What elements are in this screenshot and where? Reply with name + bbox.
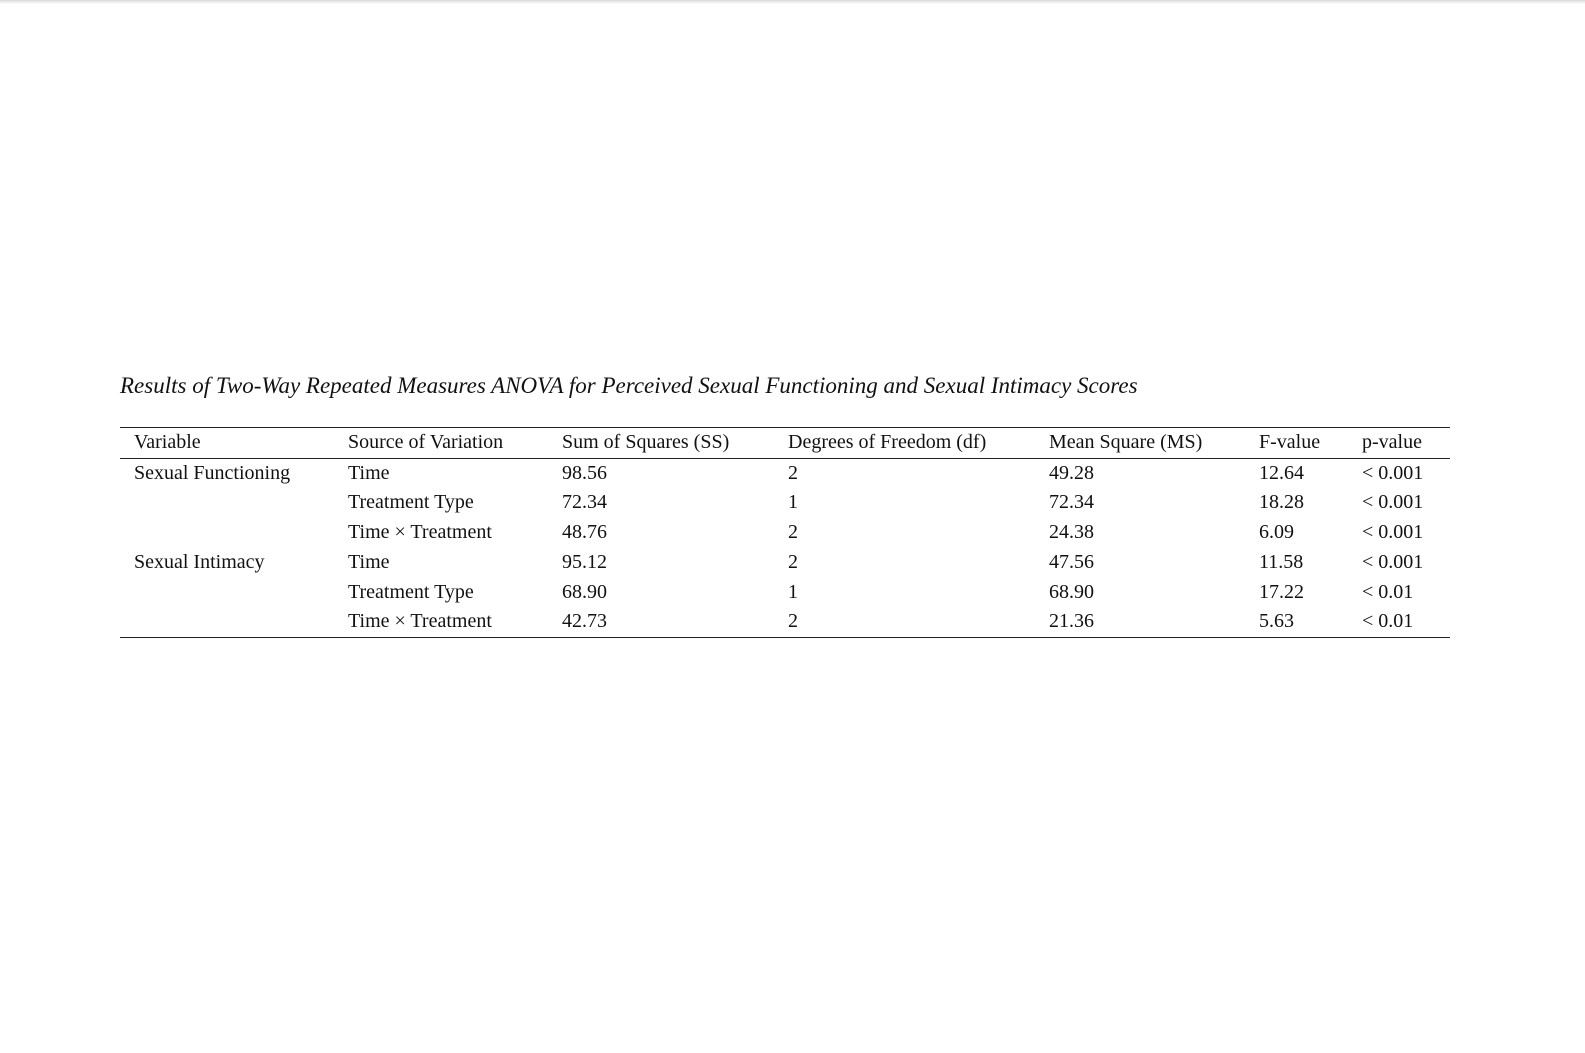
cell-source: Time × Treatment: [348, 610, 492, 633]
cell-ms: 47.56: [1049, 550, 1094, 573]
header-ms: Mean Square (MS): [1049, 431, 1203, 453]
cell-source: Treatment Type: [348, 491, 474, 514]
header-df: Degrees of Freedom (df): [788, 431, 987, 453]
cell-f-value: 11.58: [1259, 550, 1304, 573]
table-row: [120, 458, 1450, 488]
cell-p-value: < 0.001: [1362, 491, 1424, 514]
table-row: [120, 548, 1450, 578]
cell-ss: 42.73: [562, 610, 607, 633]
anova-table: [120, 427, 1450, 638]
cell-variable: [120, 578, 348, 608]
table-row: [120, 488, 1450, 518]
cell-source: Time: [348, 461, 390, 484]
cell-f-value: 12.64: [1259, 461, 1304, 484]
cell-ss: 72.34: [562, 491, 607, 514]
cell-p-value: < 0.001: [1362, 550, 1424, 573]
cell-p-value: < 0.001: [1362, 461, 1424, 484]
cell-f-value: 5.63: [1259, 610, 1294, 633]
header-source: Source of Variation: [348, 431, 504, 453]
header-variable: Variable: [134, 431, 201, 453]
cell-f-value: 6.09: [1259, 521, 1294, 544]
cell-ms: 21.36: [1049, 610, 1094, 633]
cell-variable: [120, 518, 348, 548]
header-f-value: F-value: [1259, 431, 1321, 453]
cell-variable: Sexual Intimacy: [134, 550, 265, 573]
cell-source: Time: [348, 550, 390, 573]
cell-ms: 24.38: [1049, 521, 1094, 544]
cell-ms: 49.28: [1049, 461, 1094, 484]
table-row: [120, 607, 1450, 637]
window-top-edge: [0, 0, 1585, 4]
cell-ss: 68.90: [562, 580, 607, 603]
cell-df: 2: [788, 461, 798, 484]
cell-ms: 68.90: [1049, 580, 1094, 603]
header-p-value: p-value: [1362, 431, 1422, 453]
cell-source: Time × Treatment: [348, 521, 492, 544]
cell-df: 2: [788, 550, 798, 573]
cell-variable: [120, 488, 348, 518]
cell-ms: 72.34: [1049, 491, 1094, 514]
cell-df: 1: [788, 580, 798, 603]
cell-df: 2: [788, 521, 798, 544]
cell-p-value: < 0.001: [1362, 521, 1424, 544]
cell-variable: Sexual Functioning: [134, 461, 291, 484]
cell-df: 2: [788, 610, 798, 633]
cell-p-value: < 0.01: [1362, 610, 1414, 633]
cell-p-value: < 0.01: [1362, 580, 1414, 603]
table-header-row: [120, 428, 1450, 459]
cell-ss: 48.76: [562, 521, 607, 544]
cell-variable: [120, 607, 348, 637]
table-caption: Results of Two-Way Repeated Measures ANOVA for Perceived Sexual Functioning and Sexual Intimacy Scores: [120, 373, 1138, 398]
cell-f-value: 18.28: [1259, 491, 1304, 514]
table-row: [120, 578, 1450, 608]
cell-ss: 95.12: [562, 550, 607, 573]
header-ss: Sum of Squares (SS): [562, 431, 730, 453]
cell-source: Treatment Type: [348, 580, 474, 603]
cell-df: 1: [788, 491, 798, 514]
cell-ss: 98.56: [562, 461, 607, 484]
cell-f-value: 17.22: [1259, 580, 1304, 603]
table-row: [120, 518, 1450, 548]
